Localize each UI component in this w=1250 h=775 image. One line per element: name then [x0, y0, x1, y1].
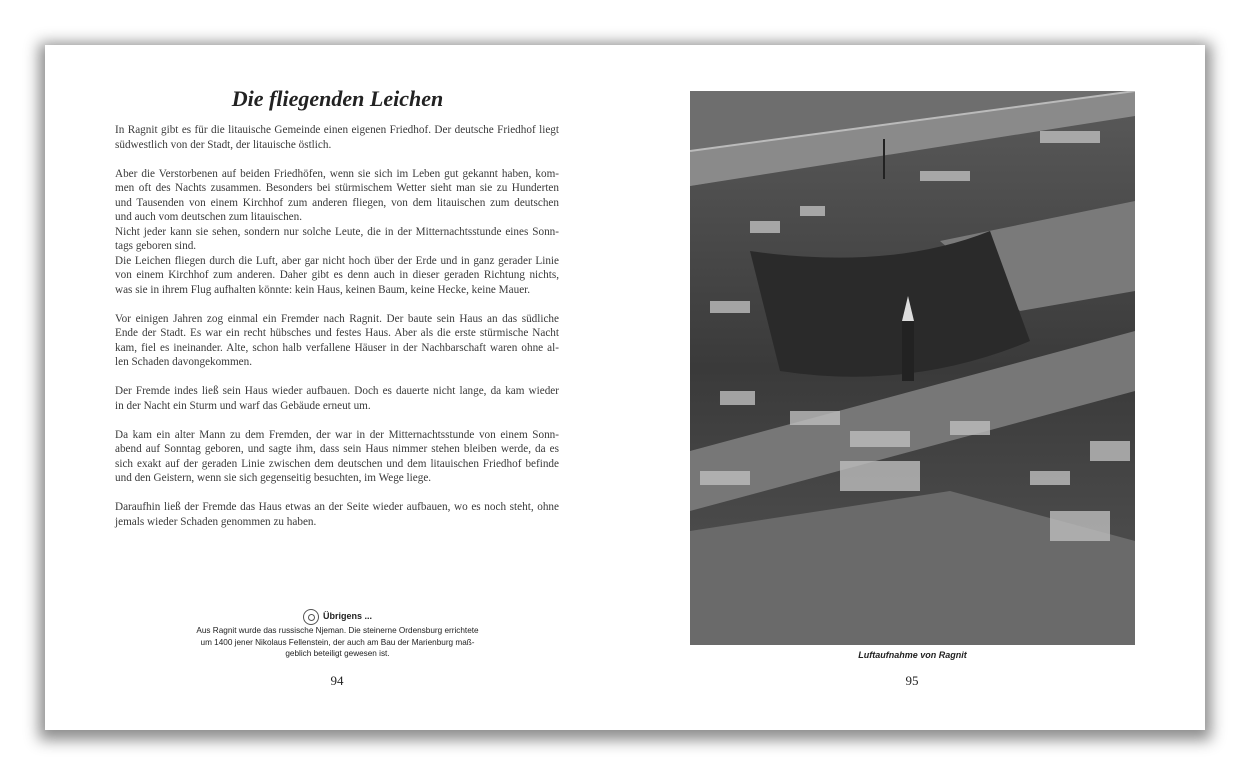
text-line: In Ragnit gibt es für die litauische Gemeinde einen eigenen Friedhof. Der deutsche Friedhof liegt: [115, 124, 559, 136]
note-heading-text: Übrigens ...: [322, 611, 372, 622]
story-title: Die fliegenden Leichen: [231, 86, 444, 111]
text-line: Vor einigen Jahren zog einmal ein Fremder nach Ragnit. Der baute sein Haus an das südliche: [115, 312, 559, 325]
aerial-photo: [690, 91, 1135, 645]
text-line: men oft des Nachts zusammen. Besonders bei stürmischem Wetter sieht man sie zu Hunderten: [115, 182, 559, 194]
paragraph: [115, 384, 559, 413]
text-line: Ende der Stadt. Es war ein recht hübsches und festes Haus. Aber als die erste stürmische Nacht: [115, 327, 559, 339]
text-line: in der Nacht ein Sturm und warf das Gebäude erneut um.: [115, 399, 371, 412]
text-line: und den Geistern, wenn sie sich gegenseitig besuchten, im Wege liege.: [115, 472, 432, 484]
text-line: von einem Kirchhof zum anderen. Daher gibt es denn auch in dieser geraden Richtung nichts,: [115, 269, 559, 281]
text-line: sich exakt auf der geraden Linie zwischen dem deutschen und dem litauischen Friedhof befinde: [115, 457, 559, 470]
paragraph: [115, 167, 559, 225]
note-line: um 1400 jener Nikolaus Fellenstein, der auch am Bau der Marienburg maß-: [200, 637, 475, 647]
side-note: [185, 609, 490, 660]
story-body: [115, 123, 559, 544]
text-line: Aber die Verstorbenen auf beiden Friedhöfen, wenn sie sich im Leben gut gekannt haben, kom-: [115, 167, 559, 180]
text-line: Der Fremde indes ließ sein Haus wieder aufbauen. Doch es dauerte nicht lange, da kam wieder: [115, 385, 559, 397]
text-line: was sie in ihrem Flug aufhalten könnte: kein Haus, keinen Baum, keine Hecke, keine Mauer.: [115, 283, 531, 296]
paragraph: [115, 312, 559, 370]
note-line: geblich beteiligt gewesen ist.: [285, 649, 390, 658]
text-line: Daraufhin ließ der Fremde das Haus etwas an der Seite wieder aufbauen, wo es noch steht, ohne: [115, 501, 559, 513]
paragraph: [115, 500, 559, 529]
text-line: und Tausenden von einem Kirchhof zum anderen fliegen, von dem litauischen zum deutschen: [115, 196, 559, 209]
page-number-left: 94: [330, 673, 344, 688]
text-line: Nicht jeder kann sie sehen, sondern nur solche Leute, die in der Mitternachtsstunde eines Sonn-: [115, 225, 559, 238]
aerial-photo-image: [690, 91, 1135, 645]
text-line: abend auf Sonntag geboren, und sagte ihm, dass sein Haus nimmer stehen bleiben werde, da es: [115, 443, 559, 455]
paragraph: [115, 123, 559, 152]
text-line: Die Leichen fliegen durch die Luft, aber gar nicht hoch über der Erde und in ganz gerader Linie: [115, 254, 559, 267]
paragraph: [115, 254, 559, 298]
page-number-right: 95: [905, 673, 919, 688]
info-swirl-icon: [303, 609, 319, 625]
paragraph: [115, 225, 559, 254]
note-heading: [185, 609, 490, 625]
text-line: südwestlich von der Stadt, der litauische östlich.: [115, 138, 332, 151]
paragraph: [115, 428, 559, 486]
text-line: und auch vom deutschen zum litauischen.: [115, 211, 303, 223]
text-line: Da kam ein alter Mann zu dem Fremden, der war in der Mitternachtsstunde von einem Sonn-: [115, 428, 559, 441]
text-line: kam, fiel es ineinander. Alte, schon halb verfallene Häuser in der Nachbarschaft waren ohne al-: [115, 341, 559, 354]
text-line: tags geboren sind.: [115, 240, 197, 252]
text-line: jemals wieder Schaden genommen zu haben.: [115, 515, 317, 528]
text-line: len Schaden davongekommen.: [115, 356, 253, 368]
photo-caption: Luftaufnahme von Ragnit: [858, 650, 967, 660]
note-line: Aus Ragnit wurde das russische Njeman. Die steinerne Ordensburg errichtete: [196, 626, 479, 635]
